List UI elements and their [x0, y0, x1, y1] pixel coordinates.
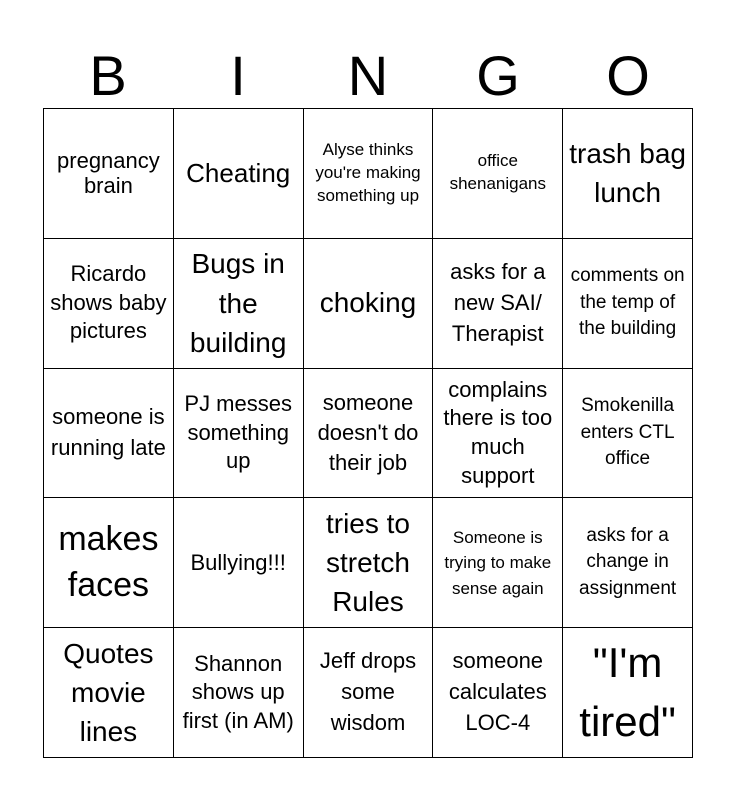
bingo-cell[interactable]: [174, 239, 304, 369]
bingo-cell[interactable]: [563, 369, 693, 499]
bingo-cell[interactable]: [563, 628, 693, 758]
bingo-cell[interactable]: [304, 628, 434, 758]
bingo-cell[interactable]: [44, 369, 174, 499]
cell-text: pregnancy brain: [57, 148, 160, 199]
cell-text: Smokenilla enters CTL office: [580, 395, 675, 470]
cell-text: asks for a change in assignment: [579, 524, 677, 600]
cell-text: someone is running late: [50, 404, 166, 460]
cell-text: Alyse thinks you're making something up: [315, 139, 421, 205]
bingo-cell[interactable]: [174, 498, 304, 628]
bingo-cell[interactable]: [433, 239, 563, 369]
header-letter-i: I: [230, 44, 246, 107]
bingo-cell[interactable]: [433, 498, 563, 628]
cell-text: Shannon shows up first (in AM): [182, 650, 294, 733]
cell-text: makes faces: [58, 519, 159, 604]
cell-text: someone calculates LOC-4: [448, 648, 547, 735]
cell-text: Bullying!!!: [190, 550, 286, 576]
header-letter-b: B: [89, 44, 127, 107]
header-letter-g: G: [476, 44, 520, 107]
cell-text: office shenanigans: [449, 151, 546, 194]
bingo-cell[interactable]: [433, 369, 563, 499]
bingo-cell[interactable]: [44, 239, 174, 369]
cell-text: Someone is trying to make sense again: [444, 527, 552, 598]
cell-text: trash bag lunch: [569, 138, 686, 209]
cell-text: complains there is too much support: [443, 376, 553, 488]
bingo-cell[interactable]: [433, 628, 563, 758]
cell-text: comments on the temp of the building: [570, 265, 685, 340]
bingo-cell[interactable]: [304, 498, 434, 628]
bingo-cell[interactable]: [44, 498, 174, 628]
cell-text: "I'm tired": [579, 638, 676, 745]
cell-text: Bugs in the building: [189, 248, 287, 358]
bingo-cell[interactable]: [174, 369, 304, 499]
bingo-cell[interactable]: [44, 109, 174, 239]
bingo-cell[interactable]: [304, 369, 434, 499]
bingo-cell[interactable]: [563, 239, 693, 369]
cell-text: Jeff drops some wisdom: [319, 648, 417, 735]
bingo-board: [43, 108, 693, 758]
cell-text: someone doesn't do their job: [317, 390, 419, 475]
cell-text: tries to stretch Rules: [325, 508, 410, 618]
cell-text: Cheating: [186, 157, 291, 188]
header-letter-n: N: [347, 44, 389, 107]
bingo-cell[interactable]: [44, 628, 174, 758]
cell-text: PJ messes something up: [184, 391, 292, 474]
bingo-cell[interactable]: [563, 109, 693, 239]
bingo-cell[interactable]: [304, 109, 434, 239]
cell-text: Quotes movie lines: [63, 637, 154, 748]
bingo-cell[interactable]: [563, 498, 693, 628]
bingo-cell[interactable]: [174, 628, 304, 758]
header-letter-o: O: [606, 44, 650, 107]
cell-text: Ricardo shows baby pictures: [50, 261, 167, 344]
bingo-cell[interactable]: [433, 109, 563, 239]
bingo-cell[interactable]: [174, 109, 304, 239]
cell-text: asks for a new SAI/ Therapist: [450, 259, 546, 346]
cell-text: choking: [319, 287, 417, 319]
bingo-cell[interactable]: [304, 239, 434, 369]
bingo-header: [43, 44, 693, 108]
